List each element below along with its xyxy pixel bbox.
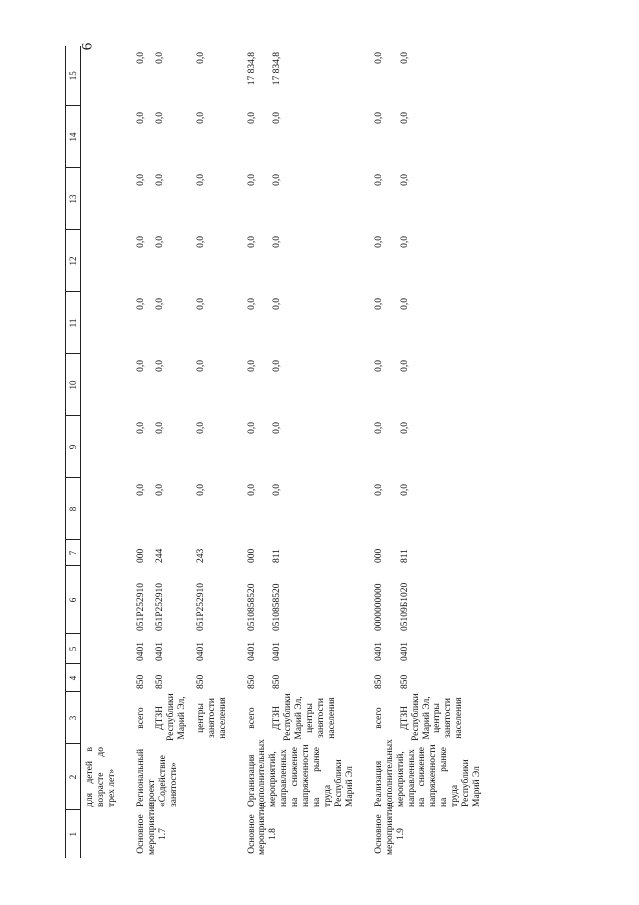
vr-cell: 000 xyxy=(373,548,384,563)
grbs-cell: 850 xyxy=(195,674,206,689)
value-cell: 0,0 xyxy=(155,484,166,496)
budget-table xyxy=(65,46,487,858)
value-cell: 0,0 xyxy=(399,484,410,496)
csr-cell: 05109Б1020 xyxy=(399,582,410,631)
value-cell: 0,0 xyxy=(373,298,384,310)
value-cell: 0,0 xyxy=(136,422,147,434)
col-header: 2 xyxy=(66,744,81,810)
value-cell: 0,0 xyxy=(155,360,166,372)
value-cell: 0,0 xyxy=(246,298,257,310)
table-row xyxy=(268,46,359,858)
vr-cell: 811 xyxy=(272,549,283,563)
executor-cell: ДТЗН Республики Марий Эл, xyxy=(155,693,187,741)
measure-label: Основное мероприятие 1.9 xyxy=(373,802,406,855)
grbs-cell: 850 xyxy=(155,674,166,689)
value-cell: 0,0 xyxy=(399,422,410,434)
grbs-cell: 850 xyxy=(136,674,147,689)
value-cell: 0,0 xyxy=(136,236,147,248)
table-row xyxy=(151,46,192,858)
measure-label: Основное мероприятие 1.7 xyxy=(136,802,168,855)
header-row xyxy=(66,46,81,858)
value-cell: 0,0 xyxy=(136,174,147,186)
value-cell: 0,0 xyxy=(195,112,206,124)
table-row xyxy=(122,46,151,858)
value-cell: 0,0 xyxy=(272,112,283,124)
col-header: 6 xyxy=(66,566,81,634)
value-cell: 0,0 xyxy=(272,236,283,248)
value-cell: 0,0 xyxy=(246,360,257,372)
value-cell: 0,0 xyxy=(272,484,283,496)
value-cell: 0,0 xyxy=(136,112,147,124)
measure-name: Организация дополнительных мероприятий, направленных на снижение напряженности на рынке труда Республики Марий Эл xyxy=(246,739,355,807)
vr-cell: 000 xyxy=(246,548,257,563)
csr-cell: 051P252910 xyxy=(155,582,166,631)
value-cell: 0,0 xyxy=(155,422,166,434)
value-cell: 0,0 xyxy=(195,422,206,434)
value-cell: 0,0 xyxy=(246,174,257,186)
value-cell: 0,0 xyxy=(399,360,410,372)
grbs-cell: 850 xyxy=(399,674,410,689)
value-cell: 0,0 xyxy=(155,174,166,186)
vr-cell: 811 xyxy=(399,549,410,563)
value-cell: 0,0 xyxy=(246,236,257,248)
value-cell: 0,0 xyxy=(195,174,206,186)
executor-cell: всего xyxy=(136,707,147,729)
col-header: 13 xyxy=(66,168,81,230)
value-cell: 0,0 xyxy=(136,360,147,372)
value-cell: 0,0 xyxy=(155,298,166,310)
value-cell: 0,0 xyxy=(272,298,283,310)
value-cell: 0,0 xyxy=(136,52,147,64)
executor-cell: всего xyxy=(373,707,384,729)
measure-label: Основное мероприятие 1.8 xyxy=(246,802,279,855)
value-cell: 0,0 xyxy=(155,112,166,124)
value-cell: 0,0 xyxy=(373,112,384,124)
value-cell: 0,0 xyxy=(399,112,410,124)
col-header: 3 xyxy=(66,692,81,744)
value-cell: 0,0 xyxy=(246,484,257,496)
col-header: 15 xyxy=(66,46,81,106)
rz-cell: 0401 xyxy=(195,642,206,661)
continuation-text: для детей в возрасте до трех лет» xyxy=(85,747,118,807)
table-row xyxy=(396,46,487,858)
value-cell: 0,0 xyxy=(155,236,166,248)
col-header: 4 xyxy=(66,664,81,692)
value-cell: 17 834,8 xyxy=(246,52,257,86)
value-cell: 0,0 xyxy=(373,360,384,372)
csr-cell: 0510858520 xyxy=(246,583,257,631)
value-cell: 0,0 xyxy=(195,360,206,372)
vr-cell: 244 xyxy=(155,548,166,563)
value-cell: 0,0 xyxy=(195,484,206,496)
value-cell: 0,0 xyxy=(272,174,283,186)
vr-cell: 000 xyxy=(136,548,147,563)
value-cell: 0,0 xyxy=(195,298,206,310)
col-header: 7 xyxy=(66,540,81,566)
executor-cell: центры занятости населения xyxy=(195,697,228,739)
rz-cell: 0401 xyxy=(399,642,410,661)
value-cell: 0,0 xyxy=(195,52,206,64)
value-cell: 0,0 xyxy=(195,236,206,248)
value-cell: 0,0 xyxy=(373,236,384,248)
measure-name: Реализация дополнительных мероприятий, направленных на снижение напряженности на рынке труда Республики Марий Эл xyxy=(373,739,483,807)
table-row xyxy=(360,46,396,858)
table-row xyxy=(233,46,269,858)
col-header: 5 xyxy=(66,634,81,664)
value-cell: 17 834,8 xyxy=(272,52,283,86)
vr-cell: 243 xyxy=(195,548,206,563)
executor-cell: всего xyxy=(246,707,257,729)
value-cell: 0,0 xyxy=(272,422,283,434)
page-number: 6 xyxy=(79,42,96,51)
value-cell: 0,0 xyxy=(399,236,410,248)
col-header: 11 xyxy=(66,292,81,354)
csr-cell: 0510858520 xyxy=(272,583,283,631)
value-cell: 0,0 xyxy=(399,52,410,64)
value-cell: 0,0 xyxy=(373,422,384,434)
col-header: 9 xyxy=(66,416,81,478)
grbs-cell: 850 xyxy=(373,674,384,689)
value-cell: 0,0 xyxy=(155,52,166,64)
rotated-table-sheet xyxy=(65,0,625,858)
csr-cell: 051P252910 xyxy=(136,582,147,631)
col-header: 14 xyxy=(66,106,81,168)
csr-cell: 051P252910 xyxy=(195,582,206,631)
col-header: 12 xyxy=(66,230,81,292)
rz-cell: 0401 xyxy=(136,642,147,661)
grbs-cell: 850 xyxy=(246,674,257,689)
value-cell: 0,0 xyxy=(399,298,410,310)
rz-cell: 0401 xyxy=(246,642,257,661)
value-cell: 0,0 xyxy=(399,174,410,186)
value-cell: 0,0 xyxy=(373,174,384,186)
executor-cell: ДТЗН Республики Марий Эл, центры занятости населения xyxy=(272,693,338,741)
value-cell: 0,0 xyxy=(136,484,147,496)
rz-cell: 0401 xyxy=(373,642,384,661)
continuation-row xyxy=(81,46,122,858)
executor-cell: ДТЗН Республики Марий Эл, центры занятости населения xyxy=(399,693,465,741)
measure-name: Региональный проект «Содействие занятости» xyxy=(136,748,179,807)
rz-cell: 0401 xyxy=(272,642,283,661)
table-row xyxy=(192,46,233,858)
value-cell: 0,0 xyxy=(136,298,147,310)
value-cell: 0,0 xyxy=(246,112,257,124)
col-header: 8 xyxy=(66,478,81,540)
rz-cell: 0401 xyxy=(155,642,166,661)
value-cell: 0,0 xyxy=(373,484,384,496)
value-cell: 0,0 xyxy=(246,422,257,434)
grbs-cell: 850 xyxy=(272,674,283,689)
csr-cell: 0000000000 xyxy=(373,583,384,631)
col-header: 1 xyxy=(66,810,81,858)
col-header: 10 xyxy=(66,354,81,416)
value-cell: 0,0 xyxy=(373,52,384,64)
value-cell: 0,0 xyxy=(272,360,283,372)
